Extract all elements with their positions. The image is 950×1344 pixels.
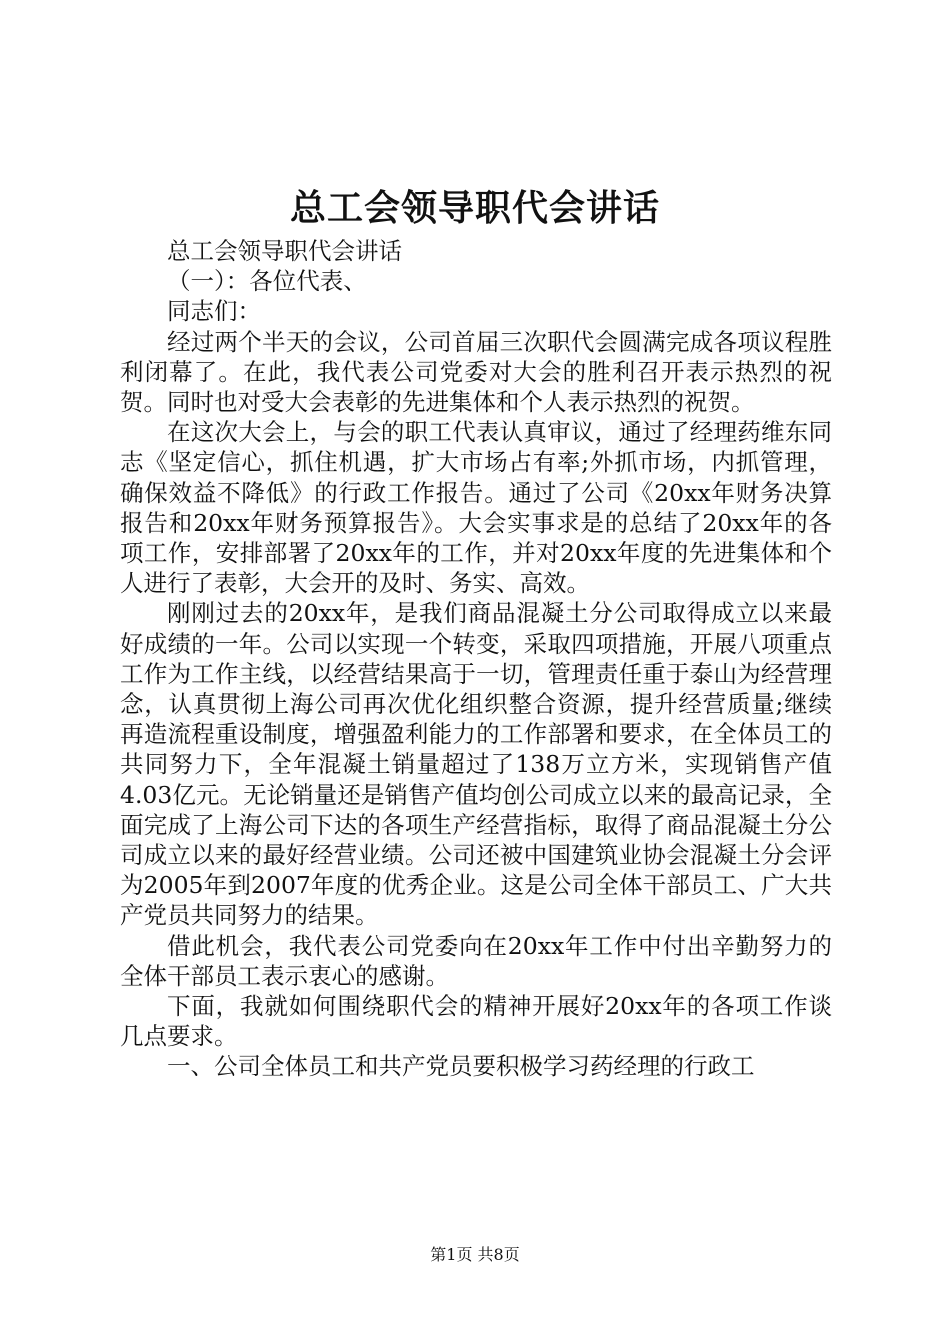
paragraph-subtitle: 总工会领导职代会讲话 [167,237,402,265]
paragraph-body: 一、公司全体员工和共产党员要积极学习药经理的行政工 [167,1052,755,1081]
document-title: 总工会领导职代会讲话 [289,188,660,229]
page-number-footer: 第1页 共8页 [430,1245,520,1264]
paragraph-body: 借此机会，我代表公司党委向在20xx年工作中付出辛勤努力的全体干部员工表示衷心的感谢。 [120,931,832,990]
paragraph-salutation: 同志们： [167,297,261,326]
paragraph-body: 经过两个半天的会议，公司首届三次职代会圆满完成各项议程胜利闭幕了。在此，我代表公司党委对大会的胜利召开表示热烈的祝贺。同时也对受大会表彰的先进集体和个人表示热烈的祝贺。 [120,327,832,417]
paragraph-section-heading: （一）：各位代表、 [167,267,367,296]
paragraph-body: 在这次大会上，与会的职工代表认真审议，通过了经理药维东同志《坚定信心，抓住机遇，扩大市场占有率;外抓市场，内抓管理，确保效益不降低》的行政工作报告。通过了公司《20xx年财务决算报告和20xx年财务预算报告》。大会实事求是的总结了20xx年的各项工作，安排部署了20xx年的工作，并对20xx年度的先进集体和个人进行了表彰，大会开的及时、务实、高效。 [120,418,832,598]
paragraph-body: 刚刚过去的20xx年，是我们商品混凝土分公司取得成立以来最好成绩的一年。公司以实现一个转变，采取四项措施，开展八项重点工作为工作主线，以经营结果高于一切，管理责任重于泰山为经营理念，认真贯彻上海公司再次优化组织整合资源，提升经营质量;继续再造流程重设制度，增强盈利能力的工作部署和要求，在全体员工的共同努力下，全年混凝土销量超过了138万立方米，实现销售产值4.03亿元。无论销量还是销售产值均创公司成立以来的最高记录，全面完成了上海公司下达的各项生产经营指标，取得了商品混凝土分公司成立以来的最好经营业绩。公司还被中国建筑业协会混凝土分会评为2005年到2007年度的优秀企业。这是公司全体干部员工、广大共产党员共同努力的结果。 [120,599,832,930]
paragraph-body: 下面，我就如何围绕职代会的精神开展好20xx年的各项工作谈几点要求。 [120,992,832,1051]
document-body [120,236,832,1082]
